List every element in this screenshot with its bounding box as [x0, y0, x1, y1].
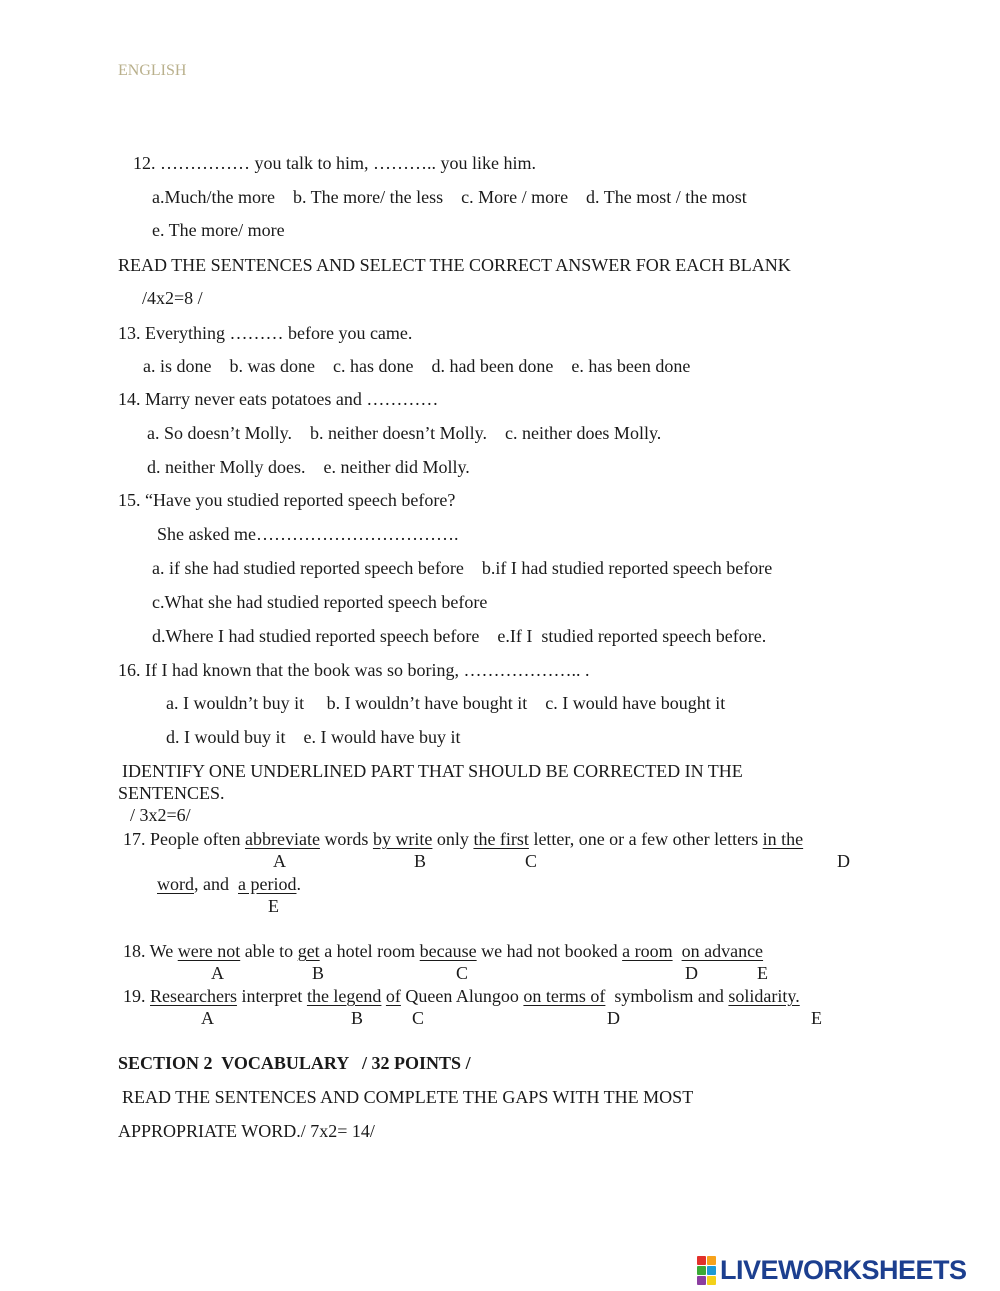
q18-part-e[interactable]: on advance — [681, 941, 764, 961]
q18-text: 18. We — [123, 941, 178, 961]
q14-options-1: a. So doesn’t Molly. b. neither doesn’t Molly. c. neither does Molly. — [147, 423, 662, 443]
q17-sentence-line-1 — [123, 828, 803, 850]
q17-sentence-line-2 — [157, 873, 301, 895]
section-2-instructions-1: READ THE SENTENCES AND COMPLETE THE GAPS WITH THE MOST — [122, 1087, 694, 1107]
logo-blocks-icon — [697, 1256, 716, 1285]
section-read-select-points: /4x2=8 / — [142, 288, 203, 308]
logo-block — [707, 1276, 716, 1285]
q17-label-d: D — [837, 851, 850, 871]
q17-label-a: A — [273, 851, 286, 871]
logo-block — [707, 1256, 716, 1265]
q14-options-2: d. neither Molly does. e. neither did Molly. — [147, 457, 470, 477]
q17-text: letter, one or a few other letters — [528, 829, 763, 849]
q19-text: Queen Alungoo — [400, 986, 524, 1006]
q19-text: interpret — [236, 986, 307, 1006]
q19-text: symbolism and — [605, 986, 729, 1006]
q19-label-e: E — [811, 1008, 822, 1028]
liveworksheets-logo — [697, 1255, 967, 1285]
q14-stem: 14. Marry never eats potatoes and ………… — [118, 389, 439, 409]
q19-part-e[interactable]: solidarity. — [728, 986, 800, 1006]
q12-stem: 12. …………… you talk to him, ……….. you like him. — [133, 153, 536, 173]
q19-part-c[interactable]: of — [385, 986, 401, 1006]
logo-block — [697, 1256, 706, 1265]
q17-text: , and — [194, 874, 238, 894]
q19-part-a[interactable]: Researchers — [150, 986, 237, 1006]
q12-options-2: e. The more/ more — [152, 220, 285, 240]
section-read-select-title: READ THE SENTENCES AND SELECT THE CORRECT ANSWER FOR EACH BLANK — [118, 255, 791, 275]
q18-text: a hotel room — [319, 941, 420, 961]
q18-text — [673, 941, 682, 961]
logo-block — [697, 1276, 706, 1285]
q19-sentence — [123, 985, 800, 1007]
logo-block — [707, 1266, 716, 1275]
q18-label-b: B — [312, 963, 325, 983]
q17-text: only — [432, 829, 474, 849]
section-identify-title-1: IDENTIFY ONE UNDERLINED PART THAT SHOULD BE CORRECTED IN THE — [122, 761, 743, 781]
q18-text: able to — [240, 941, 298, 961]
q18-label-e: E — [757, 963, 768, 983]
q18-label-c: C — [456, 963, 469, 983]
q19-label-b: B — [351, 1008, 364, 1028]
q17-label-e: E — [268, 896, 279, 916]
q18-part-c[interactable]: because — [419, 941, 477, 961]
q16-stem: 16. If I had known that the book was so boring, ……………….. . — [118, 660, 590, 680]
logo-block — [697, 1266, 706, 1275]
q17-text: 17. People often — [123, 829, 245, 849]
q13-options: a. is done b. was done c. has done d. had been done e. has been done — [143, 356, 691, 376]
q15-stem-2: She asked me……………………………. — [157, 524, 459, 544]
q15-options-2: c.What she had studied reported speech before — [152, 592, 488, 612]
q17-text: words — [319, 829, 373, 849]
section-identify-title-2: SENTENCES. — [118, 783, 225, 803]
q17-text: . — [296, 874, 301, 894]
q19-label-d: D — [607, 1008, 620, 1028]
q18-part-a[interactable]: were not — [177, 941, 241, 961]
q19-text: 19. — [123, 986, 150, 1006]
q18-sentence — [123, 940, 763, 962]
q17-part-b[interactable]: by write — [372, 829, 433, 849]
q18-part-d[interactable]: a room — [622, 941, 673, 961]
q17-part-e[interactable]: a period — [238, 874, 297, 894]
q13-stem: 13. Everything ……… before you came. — [118, 323, 413, 343]
logo-text: LIVEWORKSHEETS — [720, 1254, 967, 1285]
q17-part-d-cont[interactable]: word — [157, 874, 194, 894]
q17-label-c: C — [525, 851, 538, 871]
q15-options-1: a. if she had studied reported speech before b.if I had studied reported speech before — [152, 558, 773, 578]
section-2-instructions-2: APPROPRIATE WORD./ 7x2= 14/ — [118, 1121, 375, 1141]
q12-options-1: a.Much/the more b. The more/ the less c. More / more d. The most / the most — [152, 187, 747, 207]
q18-label-d: D — [685, 963, 698, 983]
q16-options-1: a. I wouldn’t buy it b. I wouldn’t have bought it c. I would have bought it — [166, 693, 726, 713]
q17-part-a[interactable]: abbreviate — [244, 829, 320, 849]
q17-label-b: B — [414, 851, 427, 871]
q18-text: we had not booked — [476, 941, 623, 961]
page-header: ENGLISH — [118, 62, 187, 79]
q17-part-c[interactable]: the first — [473, 829, 529, 849]
q19-label-c: C — [412, 1008, 425, 1028]
q19-label-a: A — [201, 1008, 214, 1028]
q19-part-b[interactable]: the legend — [306, 986, 382, 1006]
section-identify-points: / 3x2=6/ — [130, 805, 191, 825]
q19-part-d[interactable]: on terms of — [523, 986, 606, 1006]
q15-stem: 15. “Have you studied reported speech before? — [118, 490, 456, 510]
q15-options-3: d.Where I had studied reported speech before e.If I studied reported speech before. — [152, 626, 767, 646]
q18-part-b[interactable]: get — [297, 941, 320, 961]
q17-part-d[interactable]: in the — [762, 829, 804, 849]
q18-label-a: A — [211, 963, 224, 983]
section-2-title: SECTION 2 VOCABULARY / 32 POINTS / — [118, 1053, 471, 1073]
q16-options-2: d. I would buy it e. I would have buy it — [166, 727, 461, 747]
